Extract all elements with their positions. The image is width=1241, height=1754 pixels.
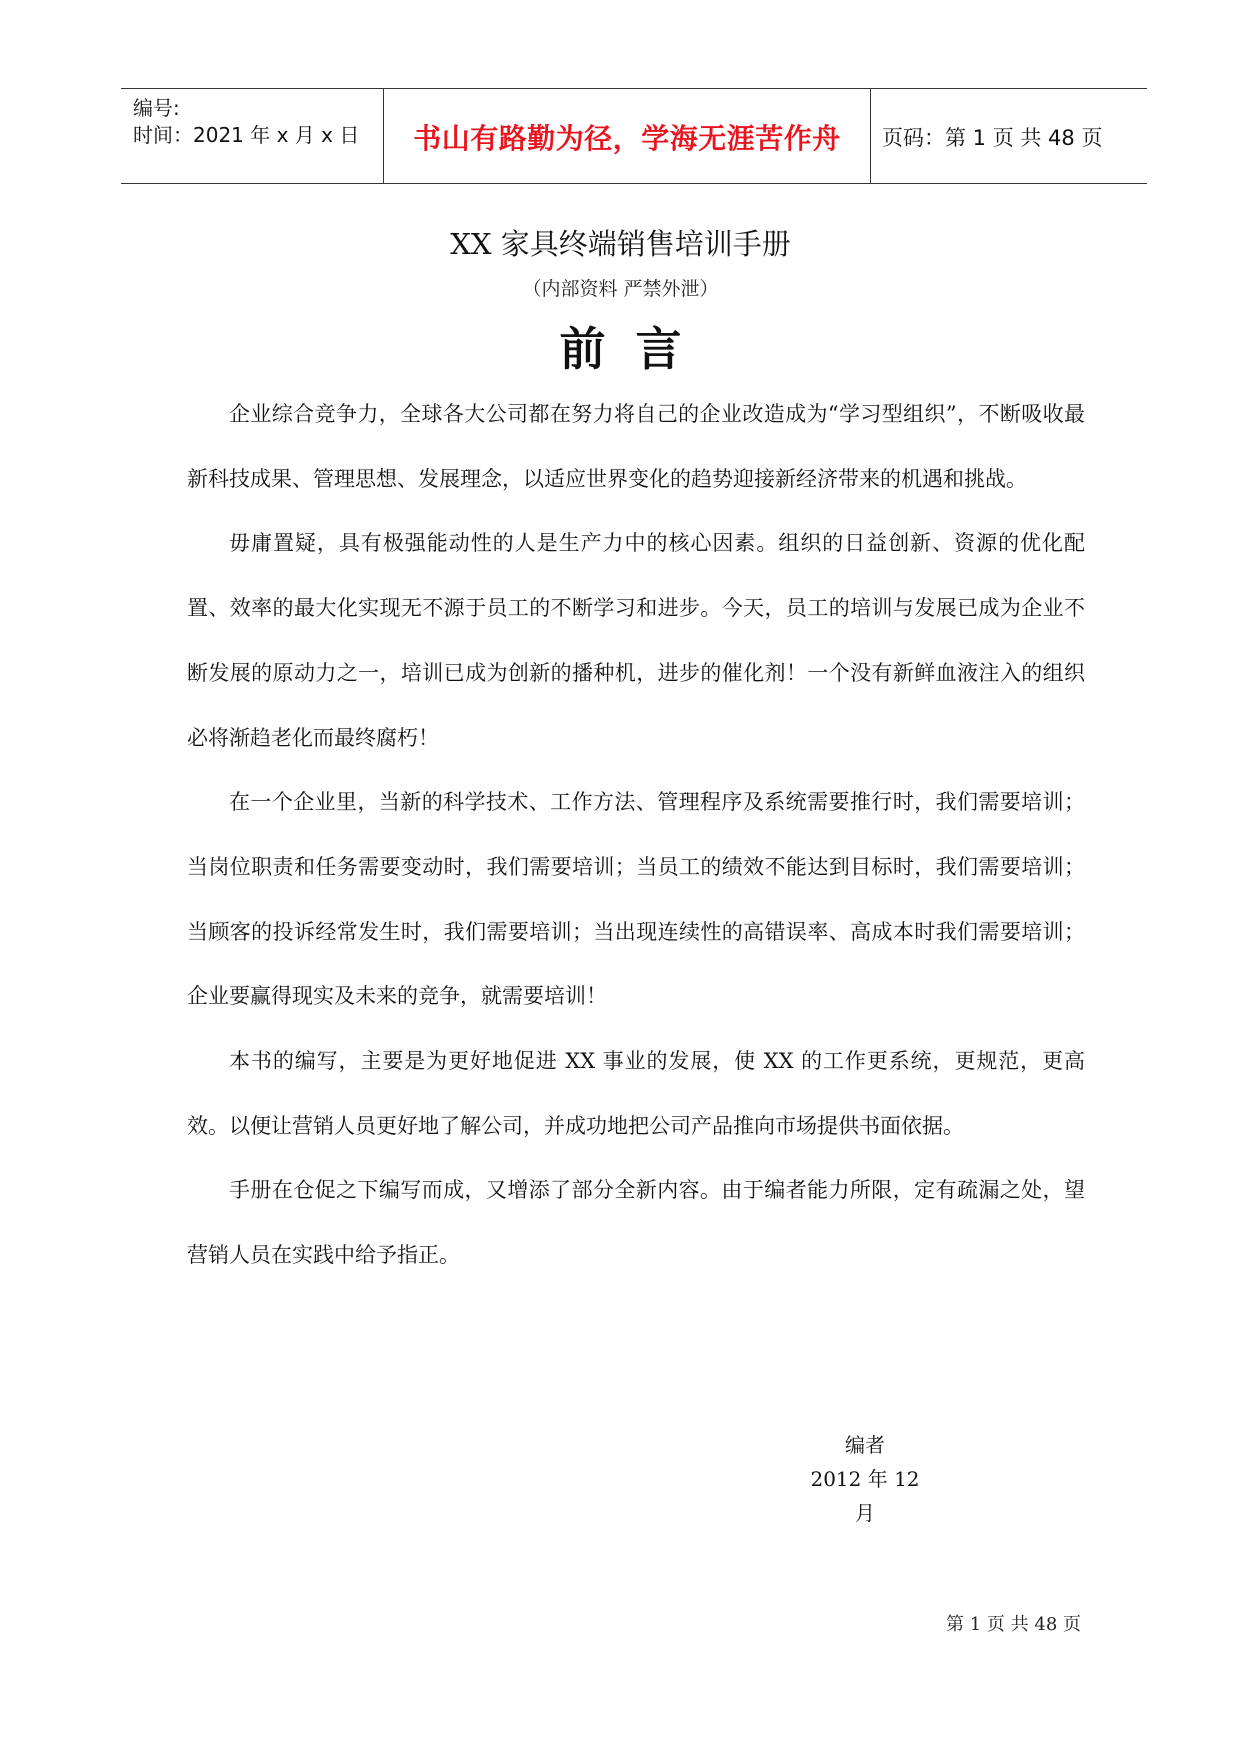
preface-body bbox=[187, 382, 1085, 1288]
signature-block bbox=[810, 1428, 920, 1530]
paragraph: 本书的编写，主要是为更好地促进 XX 事业的发展，使 XX 的工作更系统，更规范，更高效。以便让营销人员更好地了解公司，并成功地把公司产品推向市场提供书面依据。 bbox=[187, 1049, 1085, 1138]
number-label: 编号: bbox=[133, 96, 180, 120]
document-subtitle: （内部资料 严禁外泄） bbox=[522, 278, 719, 300]
motto-text: 书山有路勤为径，学海无涯苦作舟 bbox=[413, 122, 841, 155]
time-label: 时间：2021 年 x 月 x 日 bbox=[133, 123, 360, 147]
page-footer: 第 1 页 共 48 页 bbox=[946, 1614, 1081, 1635]
paragraph: 毋庸置疑，具有极强能动性的人是生产力中的核心因素。组织的日益创新、资源的优化配置、效率的最大化实现无不源于员工的不断学习和进步。今天，员工的培训与发展已成为企业不断发展的原动力之一，培训已成为创新的播种机，进步的催化剂！一个没有新鲜血液注入的组织必将渐趋老化而最终腐朽！ bbox=[187, 531, 1085, 750]
paragraph: 企业综合竞争力，全球各大公司都在努力将自己的企业改造成为“学习型组织”，不断吸收最新科技成果、管理思想、发展理念，以适应世界变化的趋势迎接新经济带来的机遇和挑战。 bbox=[187, 402, 1085, 491]
signature-date: 2012 年 12 月 bbox=[810, 1467, 920, 1525]
page-info: 页码：第 1 页 共 48 页 bbox=[882, 126, 1103, 150]
header-meta-cell bbox=[121, 89, 383, 183]
document-title: XX 家具终端销售培训手册 bbox=[450, 227, 791, 261]
paragraph: 在一个企业里，当新的科学技术、工作方法、管理程序及系统需要推行时，我们需要培训；当岗位职责和任务需要变动时，我们需要培训；当员工的绩效不能达到目标时，我们需要培训；当顾客的投诉经常发生时，我们需要培训；当出现连续性的高错误率、高成本时我们需要培训；企业要赢得现实及未来的竞争，就需要培训！ bbox=[187, 790, 1085, 1009]
document-header bbox=[121, 88, 1147, 184]
paragraph: 手册在仓促之下编写而成，又增添了部分全新内容。由于编者能力所限，定有疏漏之处，望营销人员在实践中给予指正。 bbox=[187, 1178, 1085, 1268]
section-heading: 前言 bbox=[559, 322, 712, 376]
header-motto-cell bbox=[383, 89, 871, 183]
header-page-cell bbox=[870, 89, 1147, 183]
signature-author: 编者 bbox=[845, 1433, 885, 1457]
